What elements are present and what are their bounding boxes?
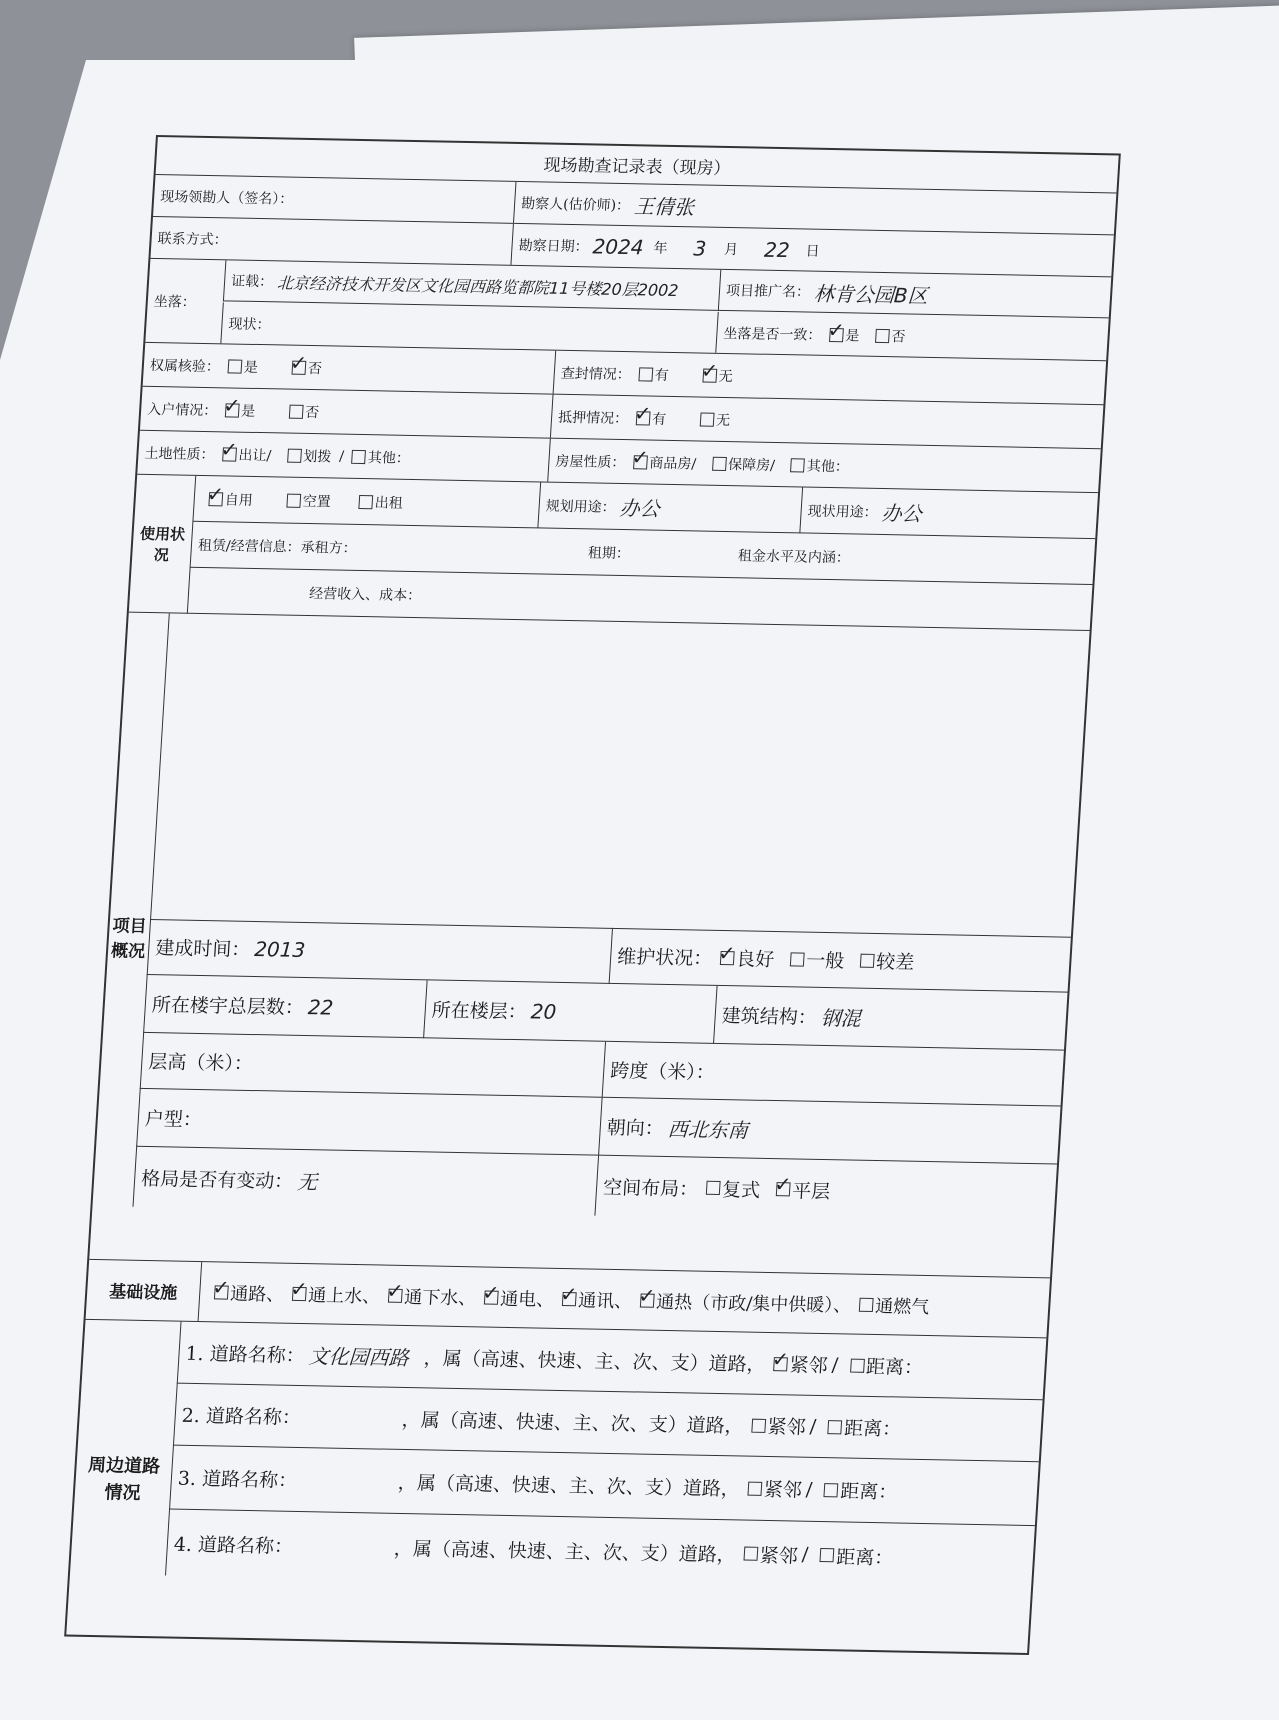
road-1-name: 文化园西路 [307, 1344, 410, 1371]
road-row-1: 1. 道路名称： 文化园西路 ，属（高速、快速、主、次、支）道路， ✓ 紧邻 / 距离： [177, 1322, 1047, 1401]
maintenance-good[interactable]: ✓ 良好 [711, 944, 775, 972]
road-3-adjacent[interactable]: 紧邻 [739, 1474, 803, 1502]
project-name-label: 项目推广名： [725, 282, 811, 301]
date-day-unit: 日 [805, 243, 821, 260]
seizure-no[interactable]: ✓ 无 [694, 365, 733, 386]
roads-section [66, 1320, 1046, 1655]
date-day: 22 [763, 237, 791, 262]
contact-label: 联系方式： [157, 230, 229, 248]
date-month: 3 [692, 235, 708, 261]
infra-heating[interactable]: ✓ 通热（市政/集中供暖）、 [632, 1287, 853, 1317]
built-value: 2013 [253, 936, 307, 962]
checkbox-icon[interactable] [352, 449, 367, 463]
space-label: 空间布局： [602, 1176, 699, 1201]
checkbox-checked-icon[interactable] [225, 403, 240, 417]
mortgage-no[interactable]: 无 [692, 409, 731, 430]
checkbox-icon[interactable] [286, 493, 301, 507]
road-row-3: 3. 道路名称： ，属（高速、快速、主、次、支）道路， 紧邻 / 距离： [169, 1446, 1039, 1527]
usage-section [129, 475, 1098, 631]
usage-vacant[interactable]: 空置 [278, 490, 331, 511]
house-affordable[interactable]: 保障房/ [704, 453, 776, 474]
built-label: 建成时间： [154, 937, 251, 961]
checkbox-checked-icon[interactable] [388, 1288, 403, 1302]
entry-label: 入户情况： [146, 401, 218, 419]
current-use-value: 办公 [880, 501, 923, 526]
location-match-no[interactable]: 否 [867, 325, 906, 346]
maintenance-poor[interactable]: 较差 [852, 947, 916, 975]
checkbox-icon[interactable] [751, 1418, 766, 1432]
road-1-distance[interactable]: 距离： [841, 1351, 924, 1380]
mortgage-label: 抵押情况： [557, 409, 629, 427]
road-1-label: 1. 道路名称： [184, 1342, 306, 1368]
date-month-unit: 月 [723, 241, 739, 258]
checkbox-checked-icon[interactable] [720, 950, 735, 964]
checkbox-icon[interactable] [790, 952, 805, 966]
location-match-cell [715, 312, 1108, 360]
cert-label: 证载： [230, 273, 274, 291]
layout-change-cell [132, 1147, 598, 1216]
house-commercial[interactable]: ✓ 商品房/ [625, 452, 697, 473]
land-cell [137, 431, 550, 482]
checkbox-checked-icon[interactable] [214, 1285, 229, 1299]
date-year: 2024 [591, 233, 645, 259]
planned-use-label: 规划用途： [545, 498, 617, 516]
checkbox-checked-icon[interactable] [829, 327, 844, 341]
road-1-adjacent[interactable]: ✓ 紧邻 [765, 1350, 829, 1378]
road-4-distance[interactable]: 距离： [812, 1541, 895, 1570]
location-label: 坐落： [153, 293, 197, 311]
checkbox-icon[interactable] [859, 1297, 874, 1311]
usage-rented[interactable]: 出租 [350, 491, 403, 512]
surveyor-signature: 王倩张 [633, 194, 695, 220]
usage-self[interactable]: ✓ 自用 [200, 488, 253, 509]
road-4-label: 4. 道路名称： [173, 1533, 294, 1558]
site-surveyor-label: 现场领勘人（签名）： [159, 188, 294, 208]
checkbox-icon[interactable] [743, 1547, 758, 1561]
road-2-distance[interactable]: 距离： [819, 1413, 902, 1442]
date-year-unit: 年 [653, 240, 668, 257]
ownership-yes[interactable]: 是 [219, 356, 258, 377]
checkbox-icon[interactable] [287, 448, 302, 462]
income-label: 经营收入、成本： [187, 568, 1093, 631]
maintenance-cell [609, 928, 1071, 993]
height-label: 层高（米）： [140, 1033, 605, 1098]
checkbox-icon[interactable] [228, 359, 243, 373]
cert-address: 北京经济技术开发区文化园西路览都院11号楼20层2002 [276, 272, 680, 300]
lease-term-label: 租期： [587, 544, 631, 562]
entry-cell [140, 387, 553, 438]
checkbox-icon[interactable] [850, 1358, 865, 1372]
space-flat[interactable]: ✓ 平层 [767, 1175, 831, 1203]
checkbox-checked-icon[interactable] [640, 1293, 655, 1307]
checkbox-checked-icon[interactable] [702, 368, 717, 382]
road-row-4: 4. 道路名称： ，属（高速、快速、主、次、支）道路， 紧邻 / 距离： [165, 1510, 1035, 1593]
project-name-cell [718, 270, 1111, 318]
usage-options-cell [192, 476, 540, 529]
form-title: 现场勘查记录表（现房） [542, 155, 732, 180]
unit-type-label: 户型： [136, 1089, 601, 1156]
checkbox-icon[interactable] [860, 953, 875, 967]
floor-label: 所在楼层： [431, 999, 528, 1024]
space-duplex[interactable]: 复式 [697, 1174, 761, 1202]
checkbox-checked-icon[interactable] [636, 411, 651, 425]
infra-section-label: 基础设施 [108, 1282, 178, 1304]
space-cell [594, 1156, 1057, 1225]
orientation-label: 朝向： [606, 1116, 665, 1140]
mortgage-yes[interactable]: ✓ 有 [628, 408, 667, 429]
infra-power[interactable]: ✓ 通电、 [476, 1284, 556, 1311]
checkbox-icon[interactable] [875, 328, 890, 342]
checkbox-icon[interactable] [824, 1483, 839, 1497]
current-use-cell [799, 487, 1098, 539]
orientation-cell [598, 1098, 1060, 1165]
ownership-no[interactable]: ✓ 否 [283, 357, 322, 378]
house-label: 房屋性质： [554, 453, 626, 471]
land-allocate[interactable]: 划拨 [279, 445, 332, 466]
land-sep: / [338, 448, 345, 465]
checkbox-icon[interactable] [828, 1420, 843, 1434]
orientation-value: 西北东南 [667, 1117, 749, 1143]
built-cell [147, 919, 612, 984]
land-grant[interactable]: ✓ 出让/ [214, 444, 272, 465]
maintenance-label: 维护状况： [616, 946, 713, 970]
ownership-label: 权属核验： [149, 357, 221, 375]
checkbox-icon[interactable] [700, 412, 715, 426]
maintenance-normal[interactable]: 一般 [781, 945, 845, 973]
total-floors-label: 所在楼宇总层数： [151, 994, 305, 1019]
roads-section-label: 周边道路情况 [87, 1454, 161, 1504]
road-4-type: ，属（高速、快速、主、次、支）道路， [393, 1537, 737, 1566]
total-floors-cell [143, 975, 426, 1038]
checkbox-icon[interactable] [790, 458, 805, 472]
infra-road[interactable]: ✓ 通路、 [206, 1279, 286, 1306]
land-other[interactable]: 其他： [343, 446, 410, 467]
current-status-label: 现状： [220, 302, 717, 352]
planned-use-value: 办公 [618, 495, 661, 521]
road-4-adjacent[interactable]: 紧邻 [735, 1540, 799, 1568]
checkbox-checked-icon[interactable] [292, 360, 307, 374]
checkbox-checked-icon[interactable] [484, 1290, 499, 1304]
layout-change-label: 格局是否有变动： [140, 1167, 294, 1193]
road-row-2: 2. 道路名称： ，属（高速、快速、主、次、支）道路， 紧邻 / 距离： [173, 1384, 1043, 1463]
land-label: 土地性质： [144, 445, 216, 463]
layout-change-value: 无 [296, 1169, 318, 1194]
usage-section-label: 使用状况 [139, 524, 186, 564]
checkbox-icon[interactable] [358, 494, 373, 508]
checkbox-icon[interactable] [706, 1181, 721, 1195]
checkbox-checked-icon[interactable] [208, 492, 223, 506]
checkbox-checked-icon[interactable] [562, 1292, 577, 1306]
project-section [89, 613, 1089, 1279]
seizure-yes[interactable]: 有 [630, 364, 669, 385]
road-3-label: 3. 道路名称： [177, 1467, 298, 1492]
checkbox-checked-icon[interactable] [773, 1357, 788, 1371]
checkbox-icon[interactable] [747, 1481, 762, 1495]
span-label: 跨度（米）： [602, 1042, 1064, 1107]
infra-drainage[interactable]: ✓ 通下水、 [380, 1282, 478, 1310]
checkbox-icon[interactable] [289, 404, 304, 418]
lease-label: 租赁/经营信息：承租方： [197, 537, 358, 557]
floor-cell [423, 980, 716, 1044]
structure-cell [713, 986, 1067, 1051]
entry-yes[interactable]: ✓ 是 [217, 400, 256, 421]
seizure-label: 查封情况： [560, 365, 632, 383]
road-2-adjacent[interactable]: 紧邻 [743, 1412, 807, 1440]
project-section-label: 项目概况 [110, 915, 148, 962]
checkbox-checked-icon[interactable] [633, 455, 648, 469]
planned-use-cell [537, 482, 802, 533]
entry-no[interactable]: 否 [281, 401, 320, 422]
road-1-type: ，属（高速、快速、主、次、支）道路， [423, 1347, 767, 1376]
current-use-label: 现状用途： [807, 503, 879, 521]
surveyor-label: 勘察人(估价师)： [520, 195, 631, 214]
infra-water-supply[interactable]: ✓ 通上水、 [284, 1280, 382, 1308]
road-2-type: ，属（高速、快速、主、次、支）道路， [401, 1408, 745, 1438]
structure-value: 钢混 [819, 1005, 862, 1031]
rent-label: 租金水平及内涵： [737, 547, 851, 566]
road-3-distance[interactable]: 距离： [816, 1476, 899, 1505]
survey-form-table [64, 135, 1121, 1655]
project-name-value: 林肯公园B区 [813, 281, 929, 308]
house-other[interactable]: 其他： [782, 455, 849, 476]
checkbox-icon[interactable] [638, 367, 653, 381]
checkbox-checked-icon[interactable] [222, 447, 237, 461]
location-match-yes[interactable]: ✓ 是 [821, 324, 860, 345]
infra-telecom[interactable]: ✓ 通讯、 [554, 1285, 634, 1312]
ownership-cell [143, 343, 556, 394]
checkbox-checked-icon[interactable] [776, 1182, 791, 1196]
project-blank-area [150, 613, 1090, 937]
total-floors-value: 22 [307, 994, 335, 1020]
floor-value: 20 [530, 998, 558, 1024]
infra-gas[interactable]: 通燃气 [851, 1291, 931, 1318]
checkbox-icon[interactable] [820, 1548, 835, 1562]
location-match-label: 坐落是否一致： [722, 325, 822, 344]
checkbox-icon[interactable] [712, 456, 727, 470]
road-2-label: 2. 道路名称： [181, 1404, 302, 1430]
road-3-type: ，属（高速、快速、主、次、支）道路， [397, 1471, 741, 1501]
structure-label: 建筑结构： [721, 1005, 818, 1029]
date-label: 勘察日期： [518, 237, 590, 255]
checkbox-checked-icon[interactable] [292, 1286, 307, 1300]
